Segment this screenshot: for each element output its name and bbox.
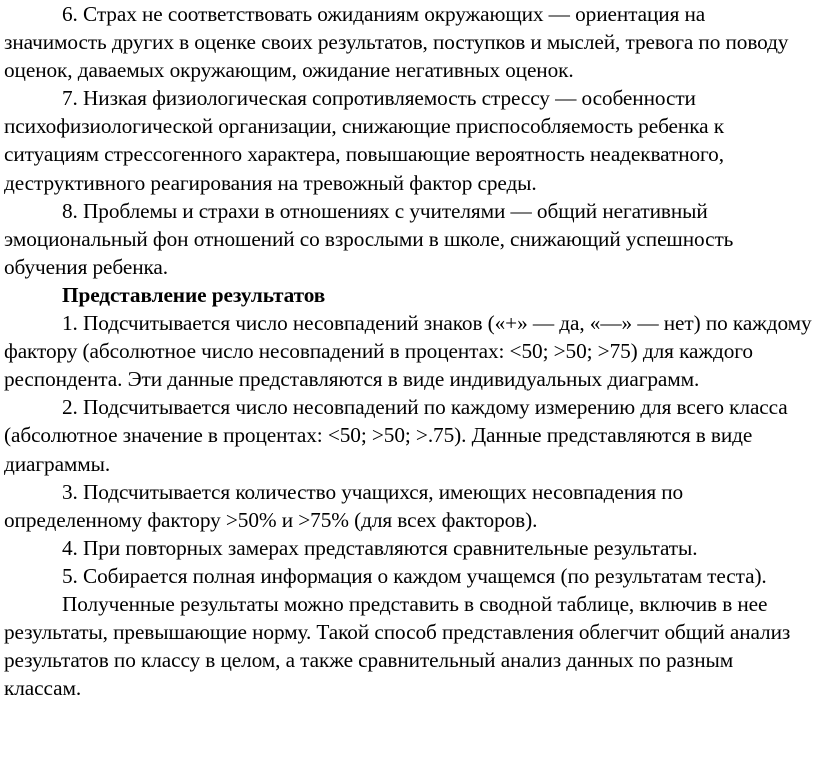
- results-item-3: 3. Подсчитывается количество учащихся, имеющих несовпадения по определенному фактору >50% и >75% (для всех факторов).: [4, 479, 684, 532]
- factor-7-paragraph: 7. Низкая физиологическая сопротивляемость стрессу — особенности психофизиологической организации, снижающие приспособляемость ребенка к ситуациям стрессогенного характера, повышающие вероятность неадекватного, деструктивного реагирования на тревожный фактор среды.: [4, 86, 724, 195]
- results-item-1: 1. Подсчитывается число несовпадений знаков («+» — да, «—» — нет) по каждому фактору (абсолютное число несовпадений в процентах: <50; >50; >75) для каждого респондента. Эти данные представляются в виде индивидуальных диаграмм.: [4, 311, 812, 392]
- results-item-2: 2. Подсчитывается число несовпадений по каждому измерению для всего класса (абсолютное значение в процентах: <50; >50; >.75). Данные представляются в виде диаграммы.: [4, 395, 788, 476]
- factor-8-paragraph: 8. Проблемы и страхи в отношениях с учителями — общий негативный эмоциональный фон отношений со взрослыми в школе, снижающий успешность обучения ребенка.: [4, 198, 734, 279]
- closing-paragraph: Полученные результаты можно представить в сводной таблице, включив в нее результаты, превышающие норму. Такой способ представления облегчит общий анализ результатов по классу в целом, а также сравнительный анализ данных по разным классам.: [4, 591, 791, 701]
- factor-6-paragraph: 6. Страх не соответствовать ожиданиям окружающих — ориентация на значимость других в оценке своих результатов, поступков и мыслей, тревога по поводу оценок, даваемых окружающим, ожидание негативных оценок.: [4, 2, 789, 83]
- results-item-5: 5. Собирается полная информация о каждом учащемся (по результатам теста).: [62, 563, 767, 588]
- results-item-4: 4. При повторных замерах представляются сравнительные результаты.: [62, 535, 698, 560]
- section-heading: Представление результатов: [62, 282, 326, 307]
